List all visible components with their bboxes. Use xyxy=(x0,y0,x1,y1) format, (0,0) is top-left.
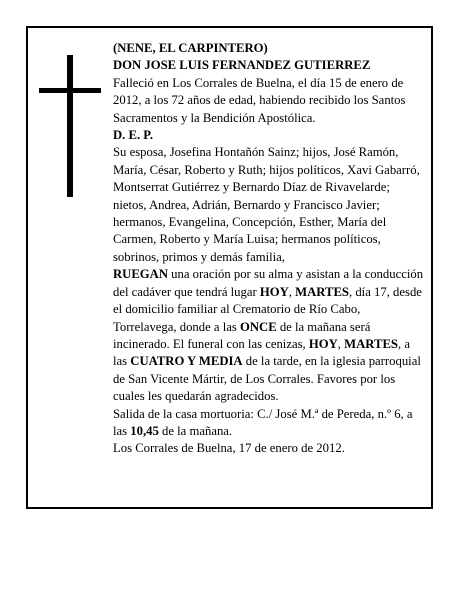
family-list: Su esposa, Josefina Hontañón Sainz; hijos, José Ramón, María, César, Roberto y Ruth; hijos políticos, Xavi Gabarró, Montserrat Gutiérrez y Bernardo Díaz de Rivavelarde; nietos, Andrea, Adrián, Bernardo y Francisco Javier; hermanos, Evangelina, Concepción, Esther, María del Carmen, Roberto y María Luisa; hermanos políticos, sobrinos, primos y demás familia, xyxy=(113,145,420,264)
obituary-text xyxy=(113,40,425,458)
request-text-2: , xyxy=(288,284,296,299)
hoy-text-2: HOY xyxy=(308,336,338,351)
cuatro-media-text: CUATRO Y MEDIA xyxy=(130,354,243,369)
request-text-6: , a las xyxy=(113,336,410,369)
cross-horizontal-bar xyxy=(39,88,101,93)
death-announcement: Falleció en Los Corrales de Buelna, el día 15 de enero de 2012, a los 72 años de edad, habiendo recibido los Santos Sacramentos y la Bendición Apostólica. xyxy=(113,75,406,125)
martes-text-2: MARTES xyxy=(344,336,398,351)
nickname: (NENE, EL CARPINTERO) xyxy=(113,41,268,55)
cross-icon xyxy=(39,55,101,197)
request-text-1: una oración por su alma y asistan a la conducción del cadáver que tendrá lugar xyxy=(113,267,424,299)
departure-time: 10,45 xyxy=(130,423,159,438)
ruegan-text: RUEGAN xyxy=(113,267,168,282)
place-date: Los Corrales de Buelna, 17 de enero de 2012. xyxy=(113,441,345,456)
funeral-request xyxy=(113,266,425,405)
departure-text-1: Salida de la casa mortuoria: C./ José M.ª de Pereda, n.º 6, a las xyxy=(113,406,413,438)
departure-info xyxy=(113,406,425,441)
request-text-5: , xyxy=(337,336,345,351)
hoy-text-1: HOY xyxy=(259,284,289,299)
request-text-4: de la mañana será incinerado. El funeral con las cenizas, xyxy=(113,319,371,351)
deceased-name: DON JOSE LUIS FERNANDEZ GUTIERREZ xyxy=(113,58,371,73)
dep-line: D. E. P. xyxy=(113,128,154,143)
cross-vertical-bar xyxy=(67,55,73,197)
martes-text-1: MARTES xyxy=(295,284,349,299)
departure-text-2: de la mañana. xyxy=(158,423,233,438)
request-text-7: de la tarde, en la iglesia parroquial de San Vicente Mártir, de Los Corrales. Favores por los cuales les quedarán agradecidos. xyxy=(113,354,421,404)
request-text-3: , día 17, desde el domicilio familiar al Crematorio de Río Cabo, Torrelavega, donde a las xyxy=(113,284,422,334)
once-text: ONCE xyxy=(240,319,277,334)
